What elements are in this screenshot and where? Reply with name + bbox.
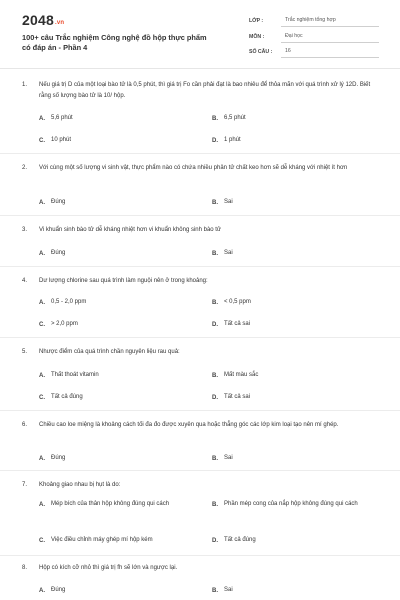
option-letter: A. bbox=[39, 115, 45, 122]
option-letter: C. bbox=[39, 321, 45, 328]
meta-label: SỐ CÂU : bbox=[249, 49, 273, 55]
option-d[interactable] bbox=[212, 393, 250, 403]
option-text: Thất thoát vitamin bbox=[51, 372, 99, 378]
option-b[interactable] bbox=[212, 586, 233, 596]
option-text: < 0,5 ppm bbox=[224, 299, 251, 305]
option-text: Mất màu sắc bbox=[224, 372, 259, 378]
logo-suffix: .vn bbox=[54, 20, 65, 26]
option-letter: A. bbox=[39, 587, 45, 594]
question-number: 2. bbox=[22, 165, 28, 171]
option-text: Sai bbox=[224, 587, 233, 593]
logo[interactable] bbox=[22, 12, 64, 28]
option-letter: A. bbox=[39, 250, 45, 257]
meta-value: Đại học bbox=[281, 29, 379, 43]
option-a[interactable] bbox=[39, 198, 65, 208]
option-b[interactable] bbox=[212, 114, 246, 124]
meta-row-count bbox=[249, 44, 379, 58]
option-b[interactable] bbox=[212, 198, 233, 208]
meta-value: 16 bbox=[281, 44, 379, 58]
question-text: Với cùng một số lượng vi sinh vật, thực phẩm nào có chứa nhiều phân tử chất keo hơn sẽ dễ kháng với nhiệt ít hơn bbox=[39, 165, 348, 171]
option-text: Việc điều chỉnh máy ghép mí hộp kém bbox=[51, 537, 153, 543]
meta-label: MÔN : bbox=[249, 33, 265, 40]
option-text: 0,5 - 2,0 ppm bbox=[51, 299, 87, 305]
question-text: Dư lượng chlorine sau quá trình làm nguội nên ở trong khoảng: bbox=[39, 278, 208, 284]
option-c[interactable] bbox=[39, 136, 71, 146]
option-letter: B. bbox=[212, 501, 218, 508]
option-letter: A. bbox=[39, 372, 45, 379]
question-number: 3. bbox=[22, 227, 28, 233]
option-letter: C. bbox=[39, 137, 45, 144]
header bbox=[0, 0, 400, 66]
option-text: Tất cả sai bbox=[224, 321, 251, 327]
option-d[interactable] bbox=[212, 536, 256, 546]
option-letter: B. bbox=[212, 199, 218, 206]
question-divider bbox=[0, 555, 400, 556]
option-letter: C. bbox=[39, 394, 45, 401]
question-number: 5. bbox=[22, 349, 28, 355]
option-d[interactable] bbox=[212, 136, 241, 146]
question-text: Nhược điểm của quá trình chần nguyên liệu rau quả: bbox=[39, 349, 180, 355]
option-text: Tất cả đúng bbox=[224, 537, 256, 543]
question-text: Hộp có kích cỡ nhỏ thì giá trị fh sẽ lớn và ngược lại. bbox=[39, 565, 178, 571]
option-text: Sai bbox=[224, 455, 233, 461]
option-text: Phần mép cong của nắp hộp không đúng qui cách bbox=[224, 501, 358, 507]
option-letter: A. bbox=[39, 501, 45, 508]
option-text: 10 phút bbox=[51, 137, 72, 143]
question-number: 8. bbox=[22, 565, 28, 571]
option-text: > 2,0 ppm bbox=[51, 321, 78, 327]
option-a[interactable] bbox=[39, 114, 73, 124]
option-d[interactable] bbox=[212, 320, 250, 330]
option-letter: B. bbox=[212, 587, 218, 594]
question-number: 7. bbox=[22, 482, 28, 488]
option-c[interactable] bbox=[39, 393, 83, 403]
option-text: Sai bbox=[224, 250, 233, 256]
option-c[interactable] bbox=[39, 320, 78, 330]
option-b[interactable] bbox=[212, 298, 251, 308]
question-divider bbox=[0, 470, 400, 471]
option-text: Mép bích của thân hộp không đúng qui cách bbox=[51, 501, 170, 507]
question-number: 1. bbox=[22, 82, 28, 88]
meta-row-subject bbox=[249, 29, 379, 43]
option-text: Đúng bbox=[51, 587, 66, 593]
option-a[interactable] bbox=[39, 249, 65, 259]
option-letter: D. bbox=[212, 321, 218, 328]
question-divider bbox=[0, 266, 400, 267]
option-letter: D. bbox=[212, 537, 218, 544]
option-letter: C. bbox=[39, 537, 45, 544]
option-a[interactable] bbox=[39, 298, 86, 308]
option-letter: B. bbox=[212, 299, 218, 306]
question-text: Nếu giá trị D của một loại bào tử là 0,5 phút, thì giá trị Fo cần phải đạt là bao nhiêu để thỏa mãn với quá trình xử lý 12D. Biết rằng số lượng bào tử là 10/ hộp. bbox=[39, 82, 371, 99]
option-text: Sai bbox=[224, 199, 233, 205]
option-text: Đúng bbox=[51, 455, 66, 461]
meta-label: LỚP : bbox=[249, 18, 264, 24]
option-a[interactable] bbox=[39, 454, 65, 464]
question-number: 6. bbox=[22, 422, 28, 428]
option-letter: D. bbox=[212, 394, 218, 401]
option-letter: A. bbox=[39, 299, 45, 306]
question-number: 4. bbox=[22, 278, 28, 284]
option-text: 6,5 phút bbox=[224, 115, 246, 121]
option-letter: B. bbox=[212, 115, 218, 122]
option-b[interactable] bbox=[212, 249, 233, 259]
option-letter: A. bbox=[39, 455, 45, 462]
option-b[interactable] bbox=[212, 500, 372, 510]
option-b[interactable] bbox=[212, 454, 233, 464]
option-letter: B. bbox=[212, 372, 218, 379]
logo-main: 2048 bbox=[22, 12, 54, 28]
option-letter: B. bbox=[212, 250, 218, 257]
option-c[interactable] bbox=[39, 536, 153, 546]
question-text: Khoảng giao nhau bị hụt là do: bbox=[39, 482, 121, 488]
option-a[interactable] bbox=[39, 500, 199, 510]
meta-row-class bbox=[249, 13, 379, 27]
option-letter: D. bbox=[212, 137, 218, 144]
option-a[interactable] bbox=[39, 371, 99, 381]
option-a[interactable] bbox=[39, 586, 65, 596]
option-text: Đúng bbox=[51, 250, 66, 256]
question-divider bbox=[0, 215, 400, 216]
question-divider bbox=[0, 153, 400, 154]
meta-value: Trắc nghiệm tổng hợp bbox=[281, 13, 379, 27]
header-divider bbox=[0, 68, 400, 69]
question-divider bbox=[0, 337, 400, 338]
option-letter: B. bbox=[212, 455, 218, 462]
question-divider bbox=[0, 410, 400, 411]
meta-box bbox=[249, 13, 379, 60]
option-letter: A. bbox=[39, 199, 45, 206]
option-text: Tất cả sai bbox=[224, 394, 251, 400]
option-text: 1 phút bbox=[224, 137, 241, 143]
question-text: Chiều cao loe miệng là khoảng cách tối đa đo được xuyên qua hoặc thẳng góc các lớp kim loại tạo nên mí ghép. bbox=[39, 422, 339, 428]
option-text: Tất cả đúng bbox=[51, 394, 83, 400]
option-b[interactable] bbox=[212, 371, 258, 381]
option-text: 5,6 phút bbox=[51, 115, 73, 121]
page-title: 100+ câu Trắc nghiệm Công nghệ đồ hộp thực phẩm có đáp án - Phần 4 bbox=[22, 33, 207, 52]
question-text: Vi khuẩn sinh bào tử dễ kháng nhiệt hơn vi khuẩn không sinh bào tử bbox=[39, 227, 221, 233]
option-text: Đúng bbox=[51, 199, 66, 205]
